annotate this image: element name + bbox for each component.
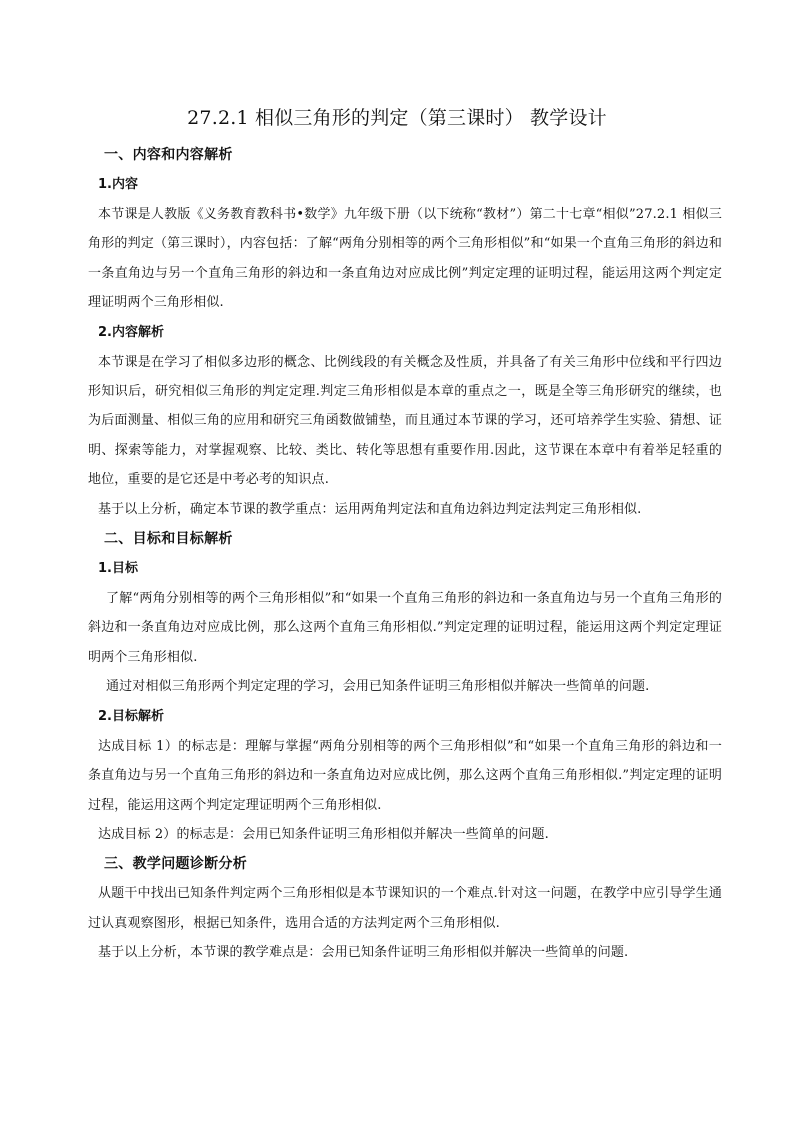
document-body [88, 140, 722, 968]
subsection-heading: 1.内容 [98, 177, 138, 192]
page-title: 27.2.1 相似三角形的判定（第三课时） 教学设计 [187, 107, 607, 129]
paragraph: 本节课是在学习了相似多边形的概念、比例线段的有关概念及性质，并具备了有关三角形中位线和平行四边形知识后，研究相似三角形的判定定理.判定三角形相似是本章的重点之一，既是全等三角形研究的继续，也为后面测量、相似三角的应用和研究三角函数做铺垫，而且通过本节课的学习，还可培养学生实验、猜想、证明、探索等能力，对掌握观察、比较、类比、转化等思想有重要作用.因此，这节课在本章中有着举足轻重的地位，重要的是它还是中考必考的知识点. [88, 354, 722, 488]
paragraph: 基于以上分析，本节课的教学难点是：会用已知条件证明三角形相似并解决一些简单的问题. [98, 945, 629, 961]
paragraph: 达成目标 1）的标志是：理解与掌握“两角分别相等的两个三角形相似”和“如果一个直角三角形的斜边和一条直角边与另一个直角三角形的斜边和一条直角边对应成比例，那么这两个直角三角形相似.”判定定理的证明过程，能运用这两个判定定理证明两个三角形相似. [88, 738, 722, 813]
subsection-heading: 2.内容解析 [98, 324, 164, 340]
paragraph: 本节课是人教版《义务教育教科书•数学》九年级下册（以下统称“教材”）第二十七章“相似”27.2.1 相似三角形的判定（第三课时），内容包括：了解“两角分别相等的两个三角形相似”和“如果一个直角三角形的斜边和一条直角边与另一个直角三角形的斜边和一条直角边对应成比例”判定定理的证明过程，能运用这两个判定定理证明两个三角形相似. [88, 207, 722, 311]
subsection-heading: 2.目标解析 [98, 708, 164, 724]
subsection-heading: 1.目标 [98, 561, 138, 577]
paragraph: 达成目标 2）的标志是：会用已知条件证明三角形相似并解决一些简单的问题. [98, 826, 549, 842]
section-heading: 二、目标和目标解析 [104, 531, 233, 548]
section-heading: 一、内容和内容解析 [104, 147, 233, 163]
paragraph: 通过对相似三角形两个判定定理的学习，会用已知条件证明三角形相似并解决一些简单的问题. [106, 679, 650, 695]
paragraph: 从题干中找出已知条件判定两个三角形相似是本节课知识的一个难点.针对这一问题，在教学中应引导学生通过认真观察图形，根据已知条件，选用合适的方法判定两个三角形相似. [88, 886, 722, 931]
section-heading: 三、教学问题诊断分析 [104, 856, 247, 873]
paragraph: 基于以上分析，确定本节课的教学重点：运用两角判定法和直角边斜边判定法判定三角形相似. [98, 501, 642, 517]
paragraph: 了解“两角分别相等的两个三角形相似”和“如果一个直角三角形的斜边和一条直角边与另一个直角三角形的斜边和一条直角边对应成比例，那么这两个直角三角形相似.”判定定理的证明过程，能运用这两个判定定理证明两个三角形相似. [88, 591, 722, 665]
